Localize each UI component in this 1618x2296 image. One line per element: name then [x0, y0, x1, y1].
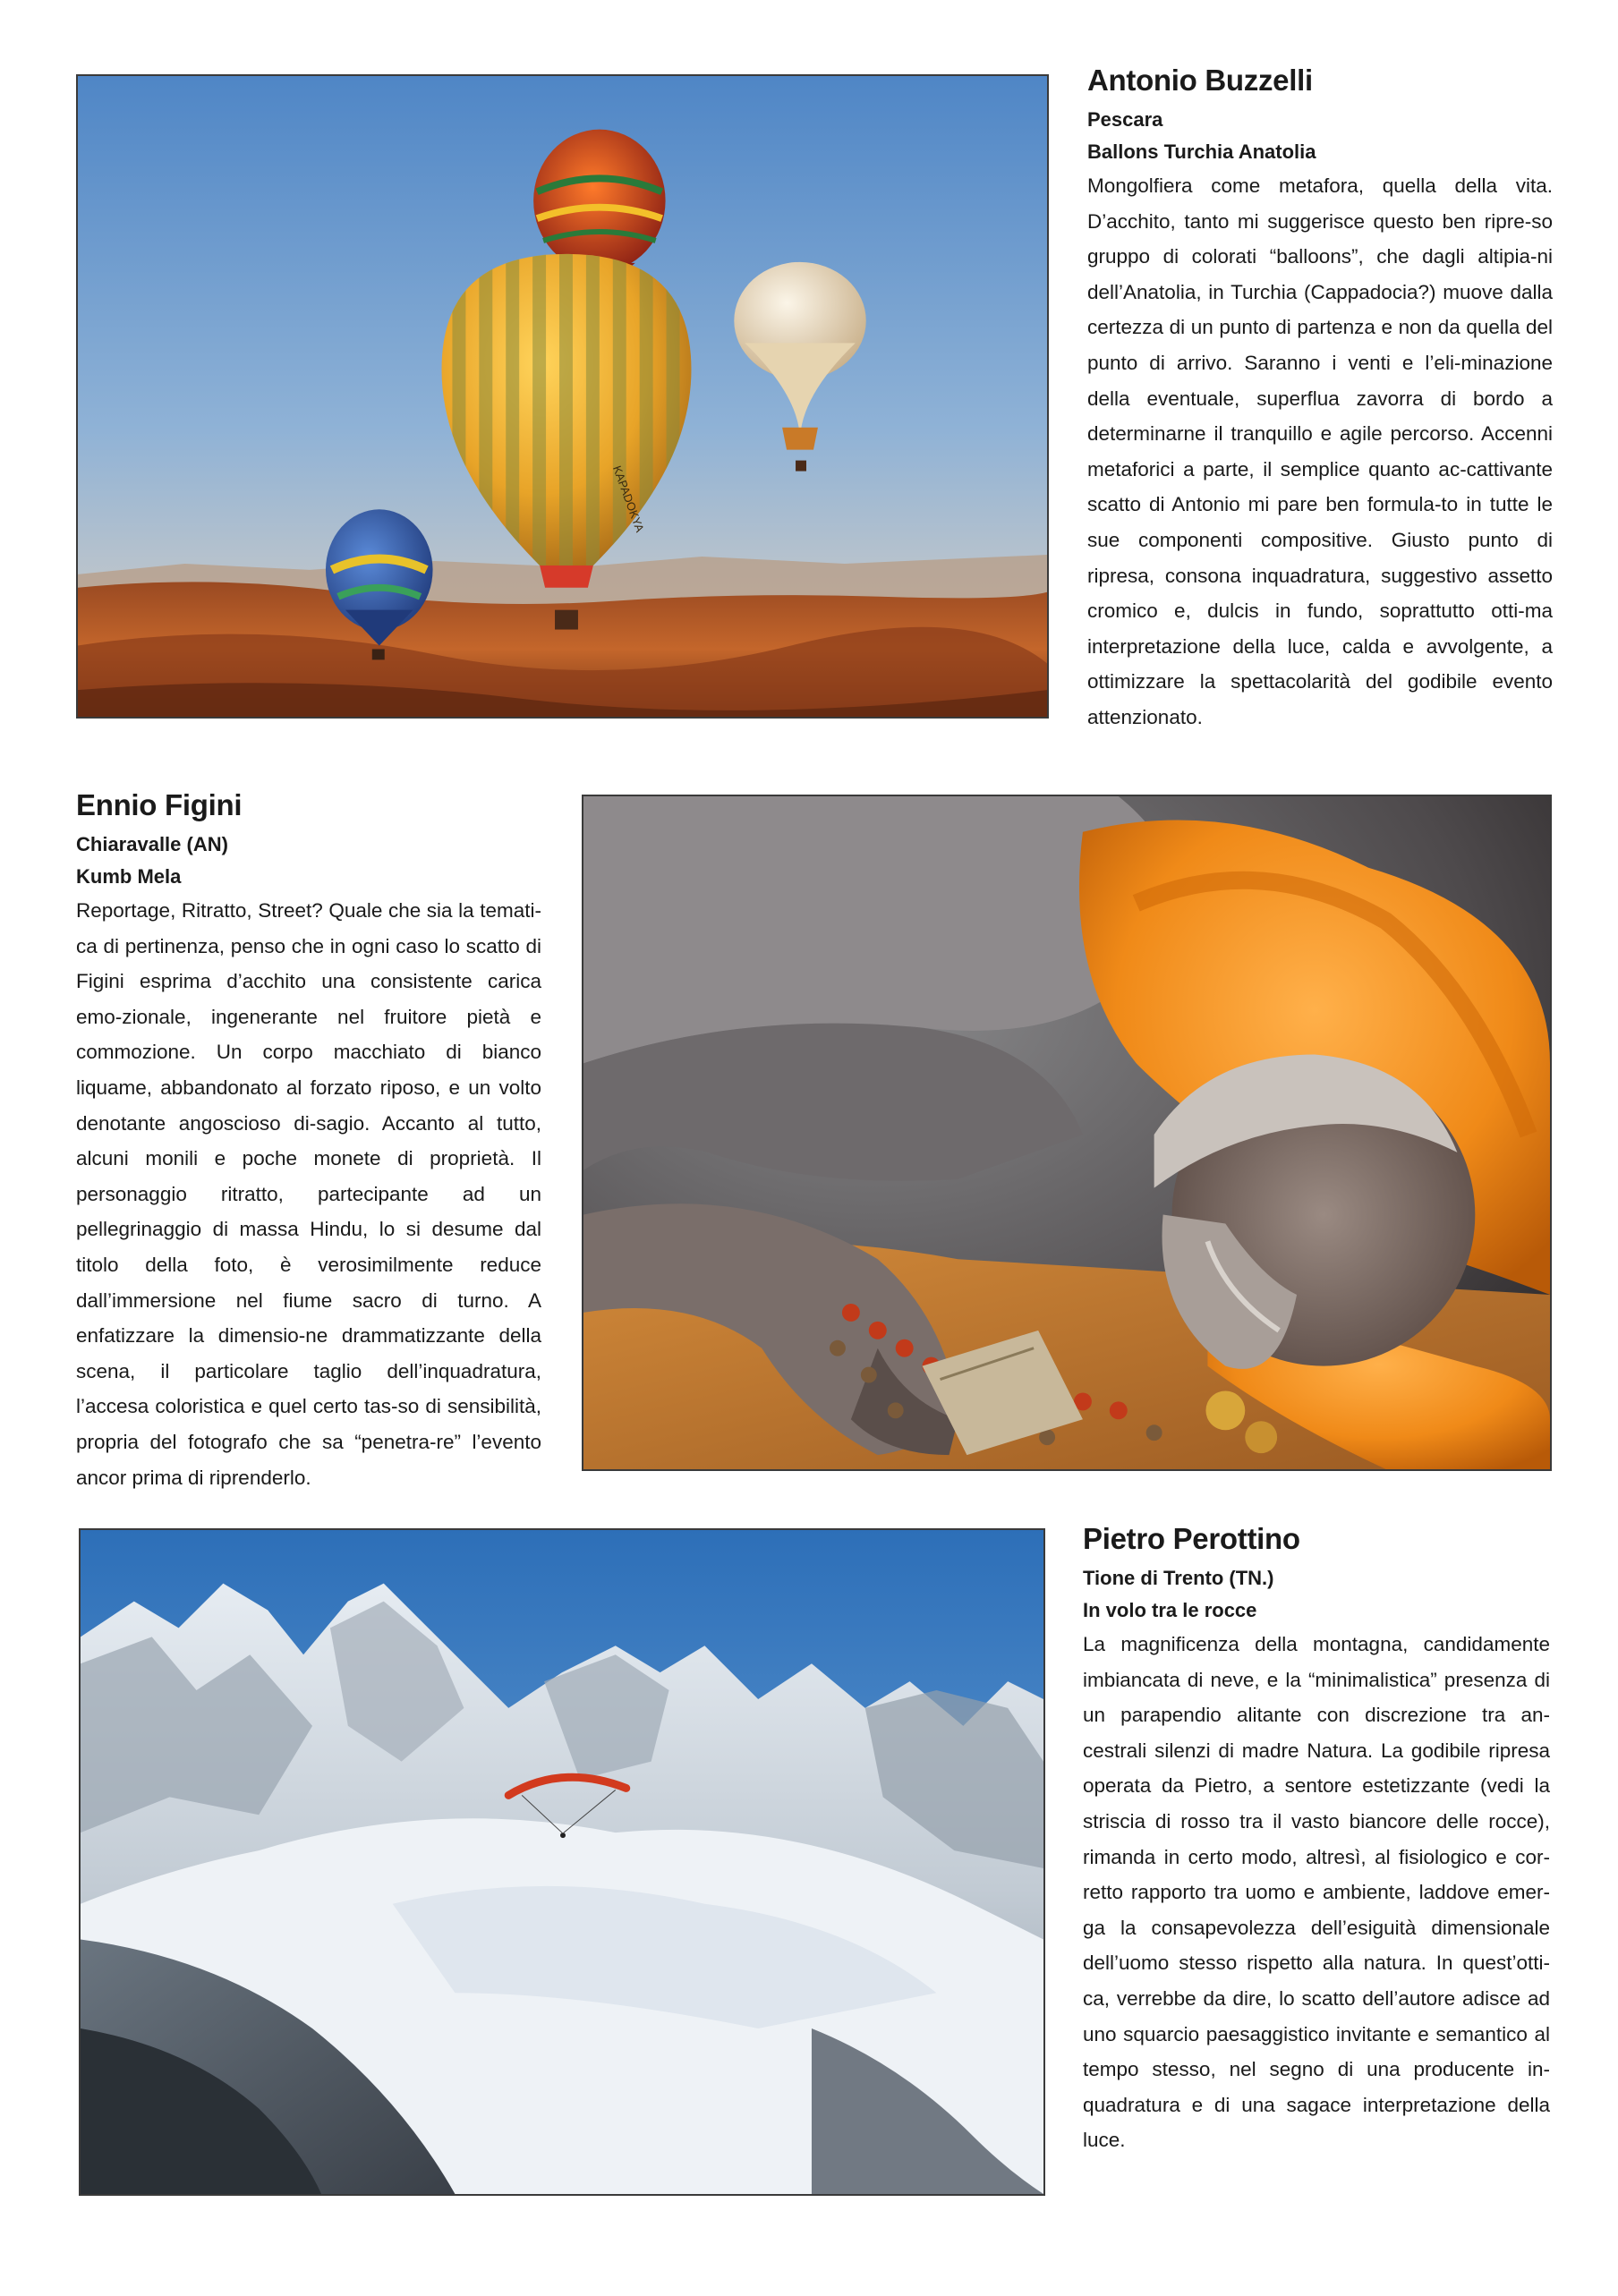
mountains-photo-illustration [81, 1530, 1043, 2194]
critique-paragraph: Mongolfiera come metafora, quella della vita. D’acchito, tanto mi suggerisce questo ben ripre-so gruppo di colorati “balloons”, che dagli altipia-ni dell’Anatolia, in Turchia (Cappadocia?) muove dalla certezza di un punto di partenza e non da quella del punto di arrivo. Saranno i venti e l’eli-minazione della eventuale, superflua zavorra di bordo a determinarne il tranquillo e agile percorso. Accenni metaforici a parte, il semplice quanto ac-cattivante scatto di Antonio mi pare ben formula-to in tutte le sue componenti compositive. Giusto punto di ripresa, consona inquadratura, suggestivo assetto cromico e, dulcis in fundo, soprattutto otti-ma interpretazione della luce, calda e avvolgente, a ottimizzare la spettacolarità del godibile evento attenzionato. [1087, 174, 1553, 728]
author-place: Chiaravalle (AN) [76, 833, 228, 855]
photo-title: Kumb Mela [76, 865, 182, 888]
author-place: Pescara [1087, 108, 1163, 131]
critique-text [1083, 1627, 1550, 2158]
balloon-marking: KAPADOKYA [609, 463, 647, 534]
entry-buzzelli [1087, 63, 1553, 736]
author-name: Pietro Perottino [1083, 1522, 1300, 1555]
photo-title: Ballons Turchia Anatolia [1087, 140, 1316, 163]
entry-perottino [1083, 1521, 1550, 2158]
author-place: Tione di Trento (TN.) [1083, 1567, 1274, 1589]
author-name: Ennio Figini [76, 788, 243, 821]
balloons-photo-illustration [78, 76, 1047, 717]
photo-mountains [79, 1528, 1045, 2196]
critique-text [1087, 168, 1553, 736]
critique-paragraph: Reportage, Ritratto, Street? Quale che sia la temati-ca di pertinenza, penso che in ogni caso lo scatto di Figini esprima d’acchito una consistente carica emo-zionale, ingenerante nel fruitore pietà e commozione. Un corpo macchiato di bianco liquame, abbandonato al forzato riposo, e un volto denotante angoscioso di-sagio. Accanto al tutto, alcuni monili e poche monete di proprietà. Il personaggio ritratto, partecipante ad un pellegrinaggio di massa Hindu, lo si desume dal titolo della foto, è verosimilmente reduce dall’immersione nel fiume sacro di turno. A enfatizzare la dimensio-ne drammatizzante della scena, il particolare taglio dell’inquadratura, l’accesa coloristica e quel certo tas-so di sensibilità, propria del fotografo che sa “penetra-re” l’evento ancor prima di riprenderlo. [76, 899, 541, 1489]
photo-sadhu [582, 795, 1552, 1471]
critique-paragraph: La magnificenza della montagna, candidamente imbiancata di neve, e la “minimalistica” presenza di un parapendio alitante con discrezione tra an-cestrali silenzi di madre Natura. La godibile ripresa operata da Pietro, a sentore estetizzante (vedi la striscia di rosso tra il vasto biancore delle rocce), rimanda in certo modo, altresì, al fisiologico e cor-retto rapporto tra uomo e ambiente, laddove emer-ga la consapevolezza dell’esiguità dimensionale dell’uomo stesso rispetto alla natura. In quest’otti-ca, verrebbe da dire, lo scatto dell’autore adisce ad uno squarcio paesaggistico invitante e semantico al tempo stesso, nel segno di una producente in-quadratura e di una sagace interpretazione della luce. [1083, 1633, 1550, 2152]
photo-title: In volo tra le rocce [1083, 1599, 1257, 1621]
author-name: Antonio Buzzelli [1087, 64, 1313, 97]
entry-figini [76, 787, 541, 1495]
photo-balloons [76, 74, 1049, 719]
sadhu-photo-illustration [583, 796, 1550, 1469]
critique-text [76, 893, 541, 1495]
